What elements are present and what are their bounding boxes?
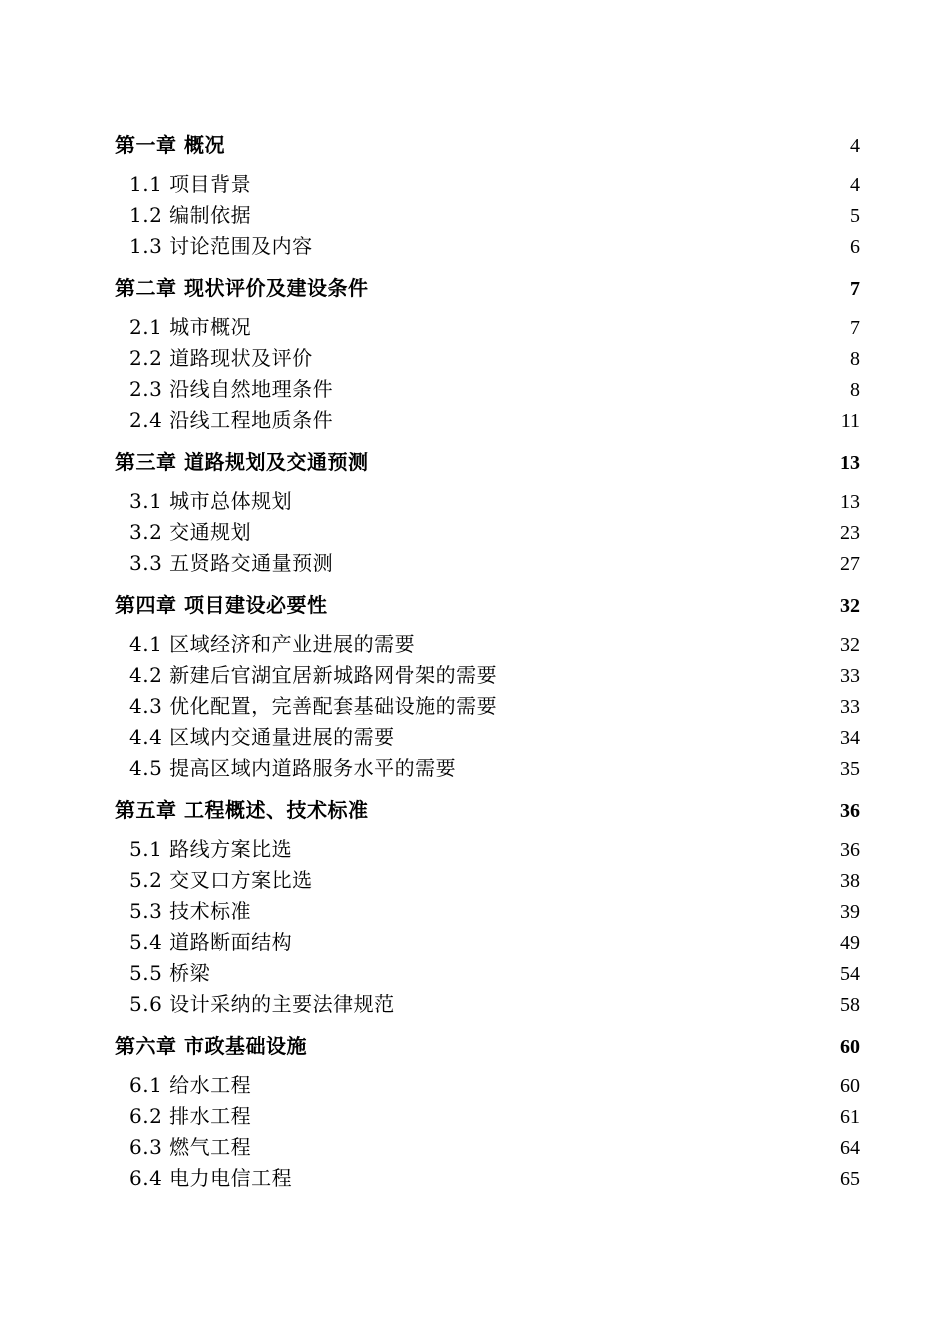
section-page-number: 8 [850,348,860,370]
section-page-number: 64 [840,1137,860,1159]
chapter-title: 第四章 项目建设必要性 [115,593,328,617]
section-title: 1.2 编制依据 [129,203,252,227]
table-of-contents [115,129,860,1194]
section-title: 6.4 电力电信工程 [129,1166,293,1190]
section-page-number: 8 [850,379,860,401]
section-page-number: 39 [840,901,860,923]
toc-section-entry[interactable] [115,1132,860,1163]
toc-section-entry[interactable] [115,548,860,579]
chapter-page-number: 7 [850,278,860,300]
section-title: 4.4 区域内交通量进展的需要 [129,725,395,749]
section-page-number: 6 [850,236,860,258]
toc-section-entry[interactable] [115,834,860,865]
chapter-page-number: 13 [840,452,860,474]
toc-section-entry[interactable] [115,927,860,958]
section-page-number: 34 [840,727,860,749]
chapter-title: 第五章 工程概述、技术标准 [115,798,369,822]
chapter-title: 第二章 现状评价及建设条件 [115,276,369,300]
section-title: 4.3 优化配置，完善配套基础设施的需要 [129,694,498,718]
section-title: 5.4 道路断面结构 [129,930,293,954]
section-title: 5.3 技术标准 [129,899,252,923]
chapter-page-number: 60 [840,1036,860,1058]
toc-section-entry[interactable] [115,1070,860,1101]
section-page-number: 58 [840,994,860,1016]
toc-section-entry[interactable] [115,169,860,200]
section-page-number: 35 [840,758,860,780]
section-page-number: 4 [850,174,860,196]
section-title: 5.5 桥梁 [129,961,211,985]
chapter-title: 第一章 概况 [115,133,225,157]
toc-section-entry[interactable] [115,231,860,262]
section-page-number: 32 [840,634,860,656]
section-title: 6.3 燃气工程 [129,1135,252,1159]
section-page-number: 38 [840,870,860,892]
section-page-number: 54 [840,963,860,985]
section-page-number: 11 [840,410,860,432]
section-title: 3.1 城市总体规划 [129,489,293,513]
toc-chapter-entry[interactable] [115,272,860,305]
section-title: 3.2 交通规划 [129,520,252,544]
section-title: 6.2 排水工程 [129,1104,252,1128]
section-title: 5.1 路线方案比选 [129,837,293,861]
toc-chapter-entry[interactable] [115,1030,860,1063]
section-page-number: 7 [850,317,860,339]
section-page-number: 33 [840,696,860,718]
section-page-number: 61 [840,1106,860,1128]
chapter-title: 第六章 市政基础设施 [115,1034,307,1058]
chapter-page-number: 4 [850,135,860,157]
section-title: 2.3 沿线自然地理条件 [129,377,334,401]
section-title: 5.6 设计采纳的主要法律规范 [129,992,395,1016]
section-page-number: 5 [850,205,860,227]
toc-chapter [115,446,860,579]
toc-chapter [115,272,860,436]
section-page-number: 60 [840,1075,860,1097]
section-title: 2.4 沿线工程地质条件 [129,408,334,432]
toc-chapter [115,129,860,262]
section-title: 3.3 五贤路交通量预测 [129,551,334,575]
section-title: 5.2 交叉口方案比选 [129,868,313,892]
section-page-number: 33 [840,665,860,687]
chapter-page-number: 32 [840,595,860,617]
toc-section-entry[interactable] [115,312,860,343]
toc-section-entry[interactable] [115,486,860,517]
section-page-number: 36 [840,839,860,861]
toc-section-entry[interactable] [115,896,860,927]
section-title: 1.1 项目背景 [129,172,252,196]
toc-section-entry[interactable] [115,989,860,1020]
toc-chapter [115,589,860,784]
section-title: 6.1 给水工程 [129,1073,252,1097]
toc-section-entry[interactable] [115,629,860,660]
toc-section-entry[interactable] [115,1163,860,1194]
chapter-title: 第三章 道路规划及交通预测 [115,450,369,474]
section-page-number: 49 [840,932,860,954]
toc-chapter [115,1030,860,1194]
toc-section-entry[interactable] [115,517,860,548]
toc-section-entry[interactable] [115,722,860,753]
section-title: 2.2 道路现状及评价 [129,346,313,370]
chapter-page-number: 36 [840,800,860,822]
section-page-number: 65 [840,1168,860,1190]
toc-chapter-entry[interactable] [115,589,860,622]
toc-section-entry[interactable] [115,405,860,436]
toc-section-entry[interactable] [115,200,860,231]
section-title: 4.5 提高区域内道路服务水平的需要 [129,756,457,780]
section-title: 1.3 讨论范围及内容 [129,234,313,258]
toc-chapter-entry[interactable] [115,794,860,827]
toc-section-entry[interactable] [115,660,860,691]
section-title: 2.1 城市概况 [129,315,252,339]
section-title: 4.2 新建后官湖宜居新城路网骨架的需要 [129,663,498,687]
toc-section-entry[interactable] [115,753,860,784]
toc-section-entry[interactable] [115,343,860,374]
toc-chapter [115,794,860,1020]
toc-section-entry[interactable] [115,865,860,896]
section-page-number: 13 [840,491,860,513]
toc-section-entry[interactable] [115,958,860,989]
section-title: 4.1 区域经济和产业进展的需要 [129,632,416,656]
toc-chapter-entry[interactable] [115,446,860,479]
toc-chapter-entry[interactable] [115,129,860,162]
toc-section-entry[interactable] [115,1101,860,1132]
section-page-number: 23 [840,522,860,544]
toc-section-entry[interactable] [115,374,860,405]
toc-section-entry[interactable] [115,691,860,722]
section-page-number: 27 [840,553,860,575]
